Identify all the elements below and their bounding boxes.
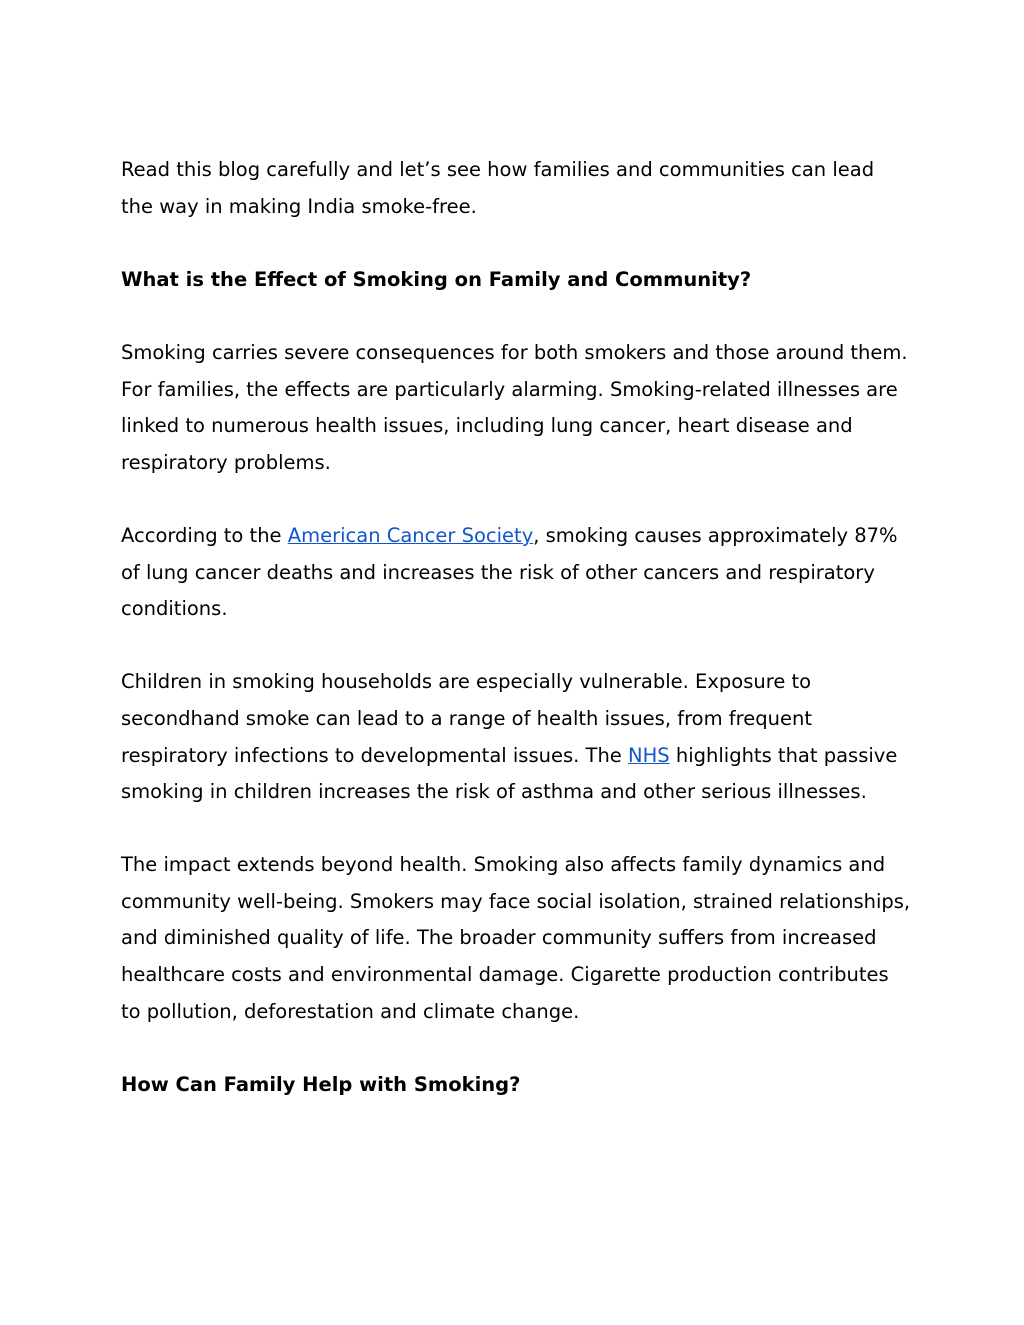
article-body xyxy=(121,152,911,1140)
children-paragraph xyxy=(121,664,911,810)
paragraph-text: highlights that passive smoking in children increases the risk of asthma and other serious illnesses. xyxy=(121,743,898,804)
heading-family-help: How Can Family Help with Smoking? xyxy=(121,1072,521,1096)
consequences-paragraph: Smoking carries severe consequences for both smokers and those around them. For families, the effects are particularly alarming. Smoking-related illnesses are linked to numerous health issues, including lung cancer, heart disease and respiratory problems. xyxy=(121,340,908,474)
paragraph-text: , smoking causes approximately 87% of lung cancer deaths and increases the risk of other cancers and respiratory conditions. xyxy=(121,523,898,621)
intro-paragraph: Read this blog carefully and let’s see how families and communities can lead the way in making India smoke-free. xyxy=(121,158,875,218)
paragraph-text: Children in smoking households are especially vulnerable. Exposure to secondhand smoke can lead to a range of health issues, from frequent respiratory infections to developmental issues. The xyxy=(121,670,812,767)
american-cancer-society-link[interactable]: American Cancer Society xyxy=(287,523,534,547)
american-cancer-society-paragraph xyxy=(121,518,911,628)
nhs-link[interactable]: NHS xyxy=(628,743,670,767)
paragraph-text: According to the xyxy=(121,523,288,547)
heading-effect-of-smoking: What is the Effect of Smoking on Family and Community? xyxy=(121,267,752,291)
impact-paragraph: The impact extends beyond health. Smoking also affects family dynamics and community well-being. Smokers may face social isolation, strained relationships, and diminished quality of life. The broader community suffers from increased healthcare costs and environmental damage. Cigarette production contributes to pollution, deforestation and climate change. xyxy=(121,853,911,1023)
